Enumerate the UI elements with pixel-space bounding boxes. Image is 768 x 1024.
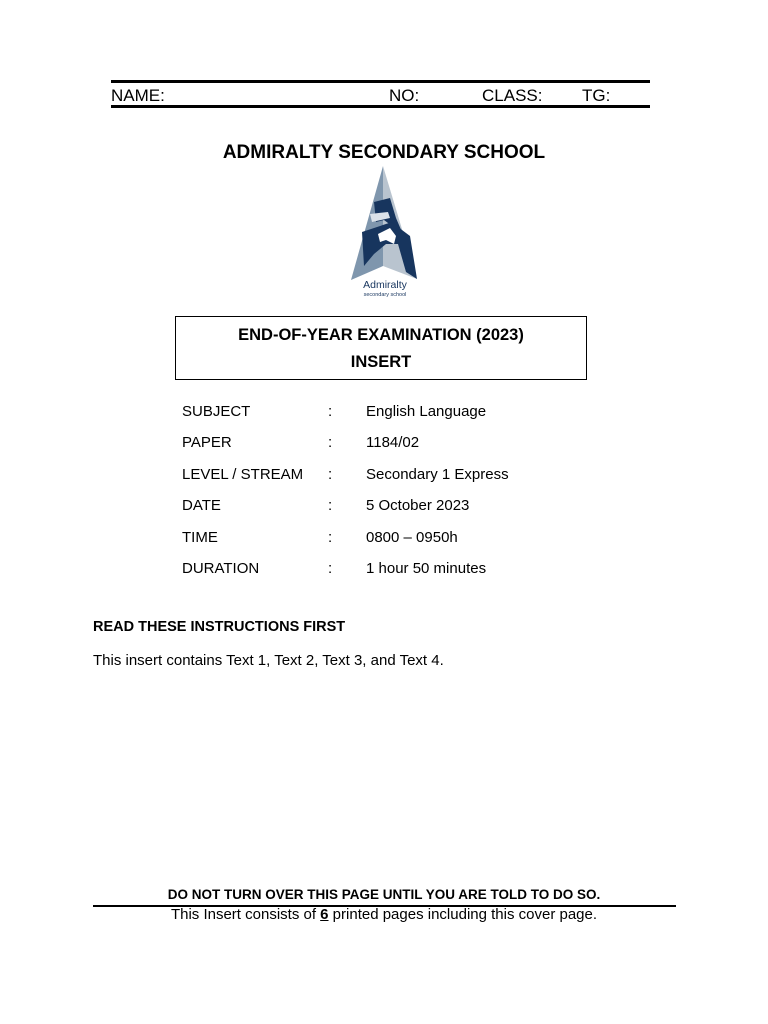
tutor-group-label: TG: (582, 86, 611, 105)
student-info-bar (111, 80, 650, 108)
school-logo (340, 162, 430, 300)
detail-separator: : (328, 560, 333, 577)
details-row-paper (182, 434, 602, 456)
instructions-heading: READ THESE INSTRUCTIONS FIRST (93, 619, 346, 635)
detail-separator: : (328, 434, 333, 451)
detail-value: 1 hour 50 minutes (366, 560, 487, 577)
footer-warning: DO NOT TURN OVER THIS PAGE UNTIL YOU ARE TOLD TO DO SO. (167, 887, 601, 902)
footer-page-count (0, 906, 768, 923)
detail-value: 5 October 2023 (366, 497, 470, 514)
detail-label: PAPER (182, 434, 232, 451)
detail-label: SUBJECT (182, 403, 251, 420)
details-row-level (182, 466, 602, 488)
page-count-number: 6 (320, 906, 329, 923)
detail-value: 0800 – 0950h (366, 529, 458, 546)
logo-subtext: secondary school (363, 292, 407, 298)
detail-separator: : (328, 529, 333, 546)
details-row-duration (182, 560, 602, 582)
school-logo-icon (340, 162, 430, 300)
page-count-prefix: This Insert consists of (170, 906, 321, 923)
details-row-time (182, 529, 602, 551)
name-label: NAME: (111, 86, 165, 105)
detail-label: DATE (182, 497, 221, 514)
detail-value: 1184/02 (366, 434, 420, 451)
number-label: NO: (389, 86, 420, 105)
exam-title: END-OF-YEAR EXAMINATION (2023) (238, 326, 524, 344)
exam-subtitle: INSERT (350, 353, 412, 371)
details-row-date (182, 497, 602, 519)
detail-value: Secondary 1 Express (366, 466, 509, 483)
detail-label: DURATION (182, 560, 260, 577)
exam-title-box (175, 316, 587, 380)
instructions-text: This insert contains Text 1, Text 2, Text 3, and Text 4. (93, 652, 444, 669)
logo-wordmark: Admiralty (363, 279, 407, 291)
details-row-subject (182, 403, 602, 425)
class-label: CLASS: (482, 86, 543, 105)
page-count-suffix: printed pages including this cover page. (328, 906, 598, 923)
detail-label: TIME (182, 529, 218, 546)
detail-label: LEVEL / STREAM (182, 466, 304, 483)
detail-value: English Language (366, 403, 487, 420)
detail-separator: : (328, 497, 333, 514)
detail-separator: : (328, 403, 333, 420)
school-title: ADMIRALTY SECONDARY SCHOOL (222, 142, 546, 163)
detail-separator: : (328, 466, 333, 483)
